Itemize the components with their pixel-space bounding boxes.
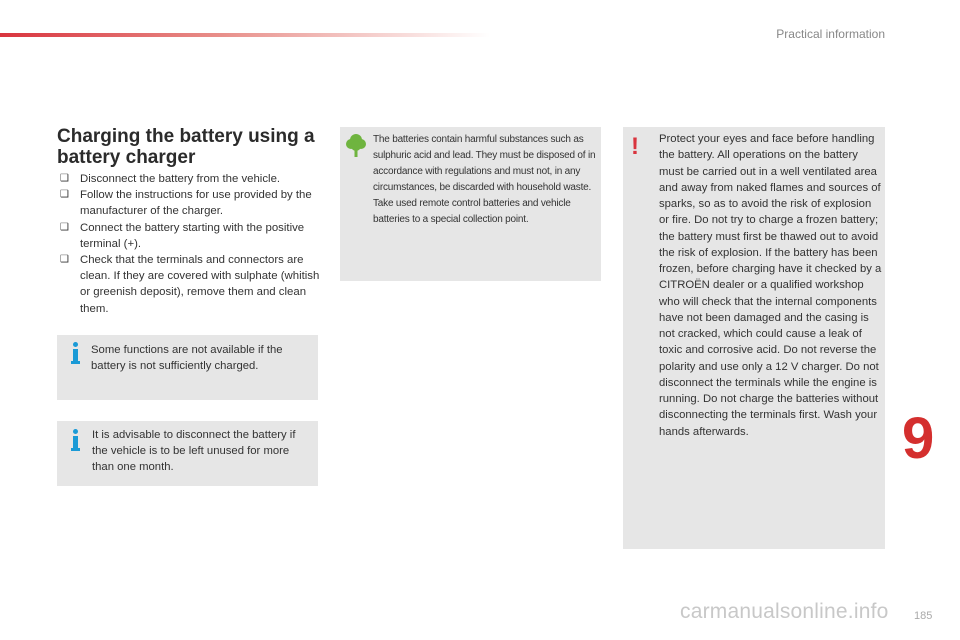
environment-note-text: The batteries contain harmful substances such as sulphuric acid and lead. They must be disposed of in accordance with regulations and must not, in any circumstances, be discarded with household waste. Take used remote control batteries and vehicle batteries to a special collection point. [373,134,596,226]
header-accent-bar [0,33,490,37]
section-title: Practical information [776,27,885,41]
chapter-number: 9 [902,406,935,471]
page-number: 185 [914,610,933,622]
environment-note-box [340,127,601,281]
checkbox-bullet-icon: ❑ [60,254,69,266]
list-item [60,171,322,187]
tree-icon [345,132,367,158]
checkbox-bullet-icon: ❑ [60,173,69,184]
info-icon [70,342,80,366]
info-icon [70,429,80,453]
info-note-box [57,421,318,486]
page-heading: Charging the battery using a battery charger [57,126,315,168]
list-item [60,187,322,219]
list-item-text: Follow the instructions for use provided by the manufacturer of the charger. [80,189,312,218]
list-item-text: Disconnect the battery from the vehicle. [80,173,281,185]
info-note-text: It is advisable to disconnect the battery if the vehicle is to be left unused for more than one month. [92,429,296,474]
instruction-list [60,171,322,317]
list-item-text: Check that the terminals and connectors are clean. If they are covered with sulphate (whitish or greenish deposit), remove them and clean them. [80,254,320,315]
list-item-text: Connect the battery starting with the positive terminal (+). [80,221,305,250]
warning-icon: ! [631,133,639,160]
info-note-box [57,335,318,400]
checkbox-bullet-icon: ❑ [60,189,69,201]
info-note-text: Some functions are not available if the battery is not sufficiently charged. [91,344,283,373]
warning-note-box [623,127,885,549]
watermark: carmanualsonline.info [680,600,889,623]
warning-note-text: Protect your eyes and face before handling the battery. All operations on the battery must be carried out in a well ventilated area and away from naked flames and sources of sparks, so as to avoid the risk of explosion or fire. Do not try to charge a frozen battery; the battery must first be thawed out to avoid the risk of explosion. If the battery has been frozen, before charging have it checked by a CITROËN dealer or a qualified workshop who will check that the internal components have not been damaged and the casing is not cracked, which could cause a leak of toxic and corrosive acid. Do not reverse the polarity and use only a 12 V charger. Do not disconnect the terminals while the engine is running. Do not charge the batteries without disconnecting the terminals first. Wash your hands afterwards. [659,133,882,438]
checkbox-bullet-icon: ❑ [60,221,69,233]
list-item [60,252,322,317]
list-item [60,220,322,252]
